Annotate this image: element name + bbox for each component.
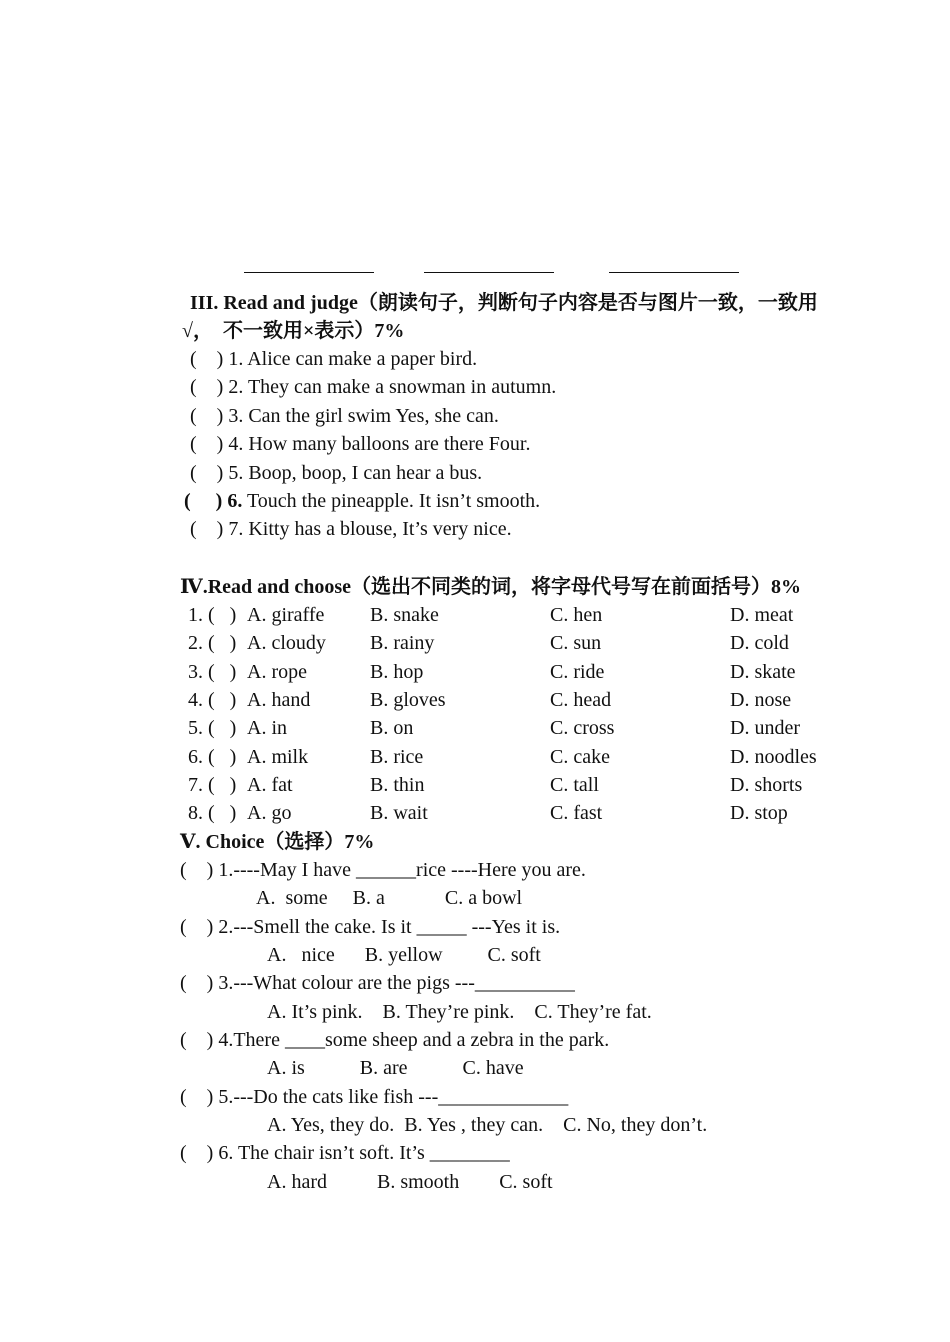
s3-item-7 <box>190 515 512 543</box>
s5-options-2: A. nice B. yellow C. soft <box>267 944 541 966</box>
option-d: D. nose <box>730 689 792 711</box>
answer-paren[interactable]: ( ) <box>190 405 224 427</box>
answer-paren[interactable]: ( ) <box>184 490 223 512</box>
section5-title-en: Ⅴ. Choice <box>180 831 265 853</box>
option-c: C. cake <box>550 746 610 768</box>
section4-title <box>180 573 801 601</box>
option-c: C. head <box>550 689 612 711</box>
option-b: B. rainy <box>370 632 435 654</box>
item-text: 7. Kitty has a blouse, It’s very nice. <box>228 518 512 540</box>
section4-title-en: Ⅳ.Read and choose <box>180 576 352 598</box>
s5-options-4: A. is B. are C. have <box>267 1057 524 1079</box>
option-b: B. thin <box>370 774 425 796</box>
row-number[interactable]: 6. ( ) <box>188 746 237 768</box>
section5-title <box>180 828 374 856</box>
row-number[interactable]: 4. ( ) <box>188 689 237 711</box>
s5-options-5: A. Yes, they do. B. Yes , they can. C. No, they don’t. <box>267 1114 708 1136</box>
option-d: D. under <box>730 717 800 739</box>
option-b: B. gloves <box>370 689 446 711</box>
item-text: Touch the pineapple. It isn’t smooth. <box>242 490 541 512</box>
s5-question-5: ( ) 5.---Do the cats like fish ---_____________ <box>180 1086 569 1108</box>
option-d: D. cold <box>730 632 789 654</box>
answer-paren[interactable]: ( ) <box>190 433 224 455</box>
option-a: A. giraffe <box>247 604 325 626</box>
option-c: C. fast <box>550 802 603 824</box>
row-number[interactable]: 2. ( ) <box>188 632 237 654</box>
option-d: D. stop <box>730 802 788 824</box>
item-number: 6. <box>227 490 243 512</box>
option-a: A. cloudy <box>247 632 326 654</box>
s3-item-3 <box>190 402 499 430</box>
s5-options-3: A. It’s pink. B. They’re pink. C. They’re fat. <box>267 1001 652 1023</box>
item-text: 4. How many balloons are there Four. <box>228 433 531 455</box>
option-c: C. ride <box>550 661 605 683</box>
answer-paren[interactable]: ( ) <box>190 518 224 540</box>
option-c: C. hen <box>550 604 603 626</box>
section3-title-cn: （朗读句子，判断句子内容是否与图片一致，一致用 <box>357 292 818 314</box>
option-d: D. meat <box>730 604 794 626</box>
option-d: D. shorts <box>730 774 803 796</box>
answer-blank-3[interactable] <box>609 272 739 273</box>
option-d: D. noodles <box>730 746 817 768</box>
section4-title-cn: （选出不同类的词，将字母代号写在前面括号）8% <box>351 576 802 598</box>
option-c: C. tall <box>550 774 599 796</box>
section5-title-cn: （选择）7% <box>264 831 375 853</box>
answer-paren[interactable]: ( ) <box>190 376 224 398</box>
s3-item-6 <box>184 487 540 515</box>
section3-title <box>190 289 818 317</box>
item-text: 5. Boop, boop, I can hear a bus. <box>228 462 483 484</box>
option-c: C. cross <box>550 717 615 739</box>
s5-options-6: A. hard B. smooth C. soft <box>267 1171 553 1193</box>
option-a: A. go <box>247 802 292 824</box>
s5-options-1: A. some B. a C. a bowl <box>256 887 523 909</box>
option-b: B. snake <box>370 604 439 626</box>
s3-item-2 <box>190 373 556 401</box>
answer-blank-2[interactable] <box>424 272 554 273</box>
option-a: A. fat <box>247 774 293 796</box>
item-text: 3. Can the girl swim Yes, she can. <box>228 405 499 427</box>
s5-question-6: ( ) 6. The chair isn’t soft. It’s ________ <box>180 1142 510 1164</box>
s5-question-1: ( ) 1.----May I have ______rice ----Here you are. <box>180 859 586 881</box>
section3-title-en: III. Read and judge <box>190 292 358 314</box>
section3-title-line2: √， 不一致用×表示）7% <box>182 320 405 342</box>
s3-item-5 <box>190 459 482 487</box>
option-b: B. on <box>370 717 414 739</box>
option-d: D. skate <box>730 661 796 683</box>
item-text: 1. Alice can make a paper bird. <box>228 348 478 370</box>
answer-paren[interactable]: ( ) <box>190 462 224 484</box>
option-a: A. rope <box>247 661 307 683</box>
option-b: B. rice <box>370 746 424 768</box>
row-number[interactable]: 3. ( ) <box>188 661 237 683</box>
s3-item-1 <box>190 345 477 373</box>
answer-blank-1[interactable] <box>244 272 374 273</box>
row-number[interactable]: 7. ( ) <box>188 774 237 796</box>
s5-question-3: ( ) 3.---What colour are the pigs ---__________ <box>180 972 575 994</box>
option-b: B. wait <box>370 802 428 824</box>
s5-question-2: ( ) 2.---Smell the cake. Is it _____ ---Yes it is. <box>180 916 561 938</box>
row-number[interactable]: 5. ( ) <box>188 717 237 739</box>
option-b: B. hop <box>370 661 424 683</box>
answer-paren[interactable]: ( ) <box>190 348 224 370</box>
option-a: A. hand <box>247 689 311 711</box>
row-number[interactable]: 1. ( ) <box>188 604 237 626</box>
s3-item-4 <box>190 430 531 458</box>
item-text: 2. They can make a snowman in autumn. <box>228 376 557 398</box>
s5-question-4: ( ) 4.There ____some sheep and a zebra in the park. <box>180 1029 610 1051</box>
option-c: C. sun <box>550 632 602 654</box>
row-number[interactable]: 8. ( ) <box>188 802 237 824</box>
option-a: A. milk <box>247 746 309 768</box>
option-a: A. in <box>247 717 287 739</box>
